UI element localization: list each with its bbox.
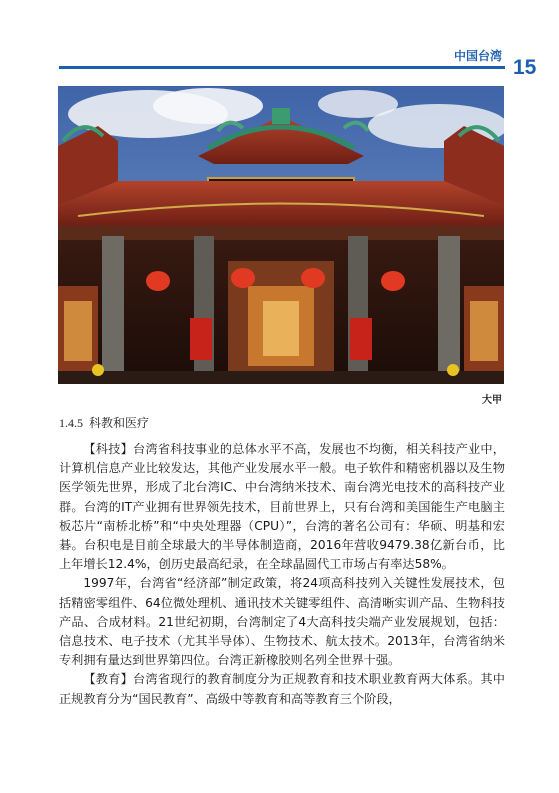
section-number: 1.4.5 <box>59 416 83 430</box>
body-text <box>59 440 505 709</box>
section-title: 科教和医疗 <box>89 416 150 430</box>
paragraph-policy-1997: 1997年，台湾省“经济部”制定政策，将24项高科技列入关键性发展技术，包括精密零组件、64位微处理机、通讯技术关键零组件、高清晰实训产品、生物科技产品、合成材料。21世纪初期，台湾制定了4大高科技尖端产业发展规划，包括：信息技术、电子技术（尤其半导体）、生物技术、航太技术。2013年，台湾省纳米专利拥有量达到世界第四位。台湾正新橡胶则名列全世界十强。 <box>59 576 505 668</box>
paragraph-education: 【教育】台湾省现行的教育制度分为正规教育和技术职业教育两大体系。其中正规教育分为“国民教育”、高级中等教育和高等教育三个阶段， <box>59 672 505 706</box>
temple-photo <box>58 86 504 384</box>
paragraph-technology: 【科技】台湾省科技事业的总体水平不高，发展也不均衡，相关科技产业中，计算机信息产业比较发达，其他产业发展水平一般。电子软件和精密机器以及生物医学领先世界，形成了北台湾IC、中台湾纳米技术、南台湾光电技术的高科技产业群。台湾的IT产业拥有世界领先技术，目前世界上，只有台湾和美国能生产电脑主板芯片“南桥北桥”和“中央处理器（CPU）”，台湾的著名公司有：华硕、明基和宏碁。台积电是目前全球最大的半导体制造商，2016年营收9479.38亿新台币，比上年增长12.4%，创历史最高纪录，在全球晶圆代工市场占有率达58%。 <box>59 442 505 572</box>
header-rule <box>59 66 505 69</box>
header-region-title: 中国台湾 <box>453 49 502 63</box>
page-number: 15 <box>513 56 537 79</box>
section-heading <box>59 414 149 431</box>
photo-caption: 大甲 <box>482 395 502 406</box>
